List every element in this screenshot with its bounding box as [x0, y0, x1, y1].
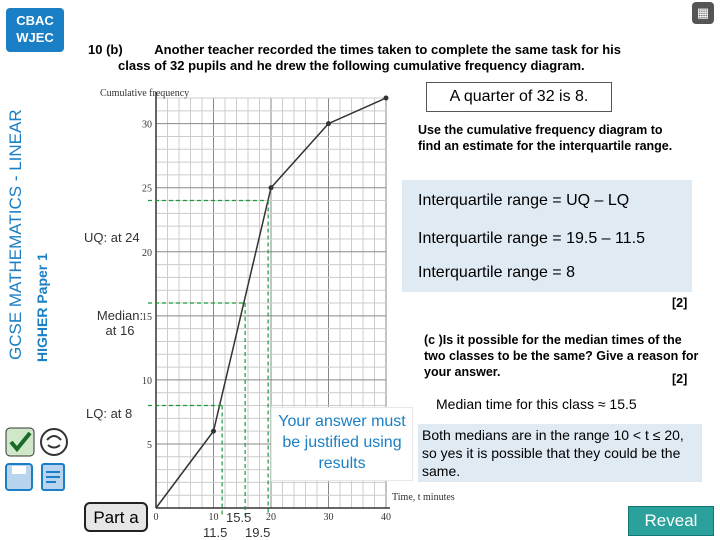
x-annotation-15-5: 15.5 [226, 510, 252, 525]
uq-label: UQ: at 24 [84, 230, 140, 245]
instruction: Use the cumulative frequency diagram to find an estimate for the interquartile range. [418, 123, 673, 153]
part-c-question: (c )Is it possible for the median times of the two classes to be the same? Give a reason for your answer. [424, 333, 699, 379]
lq-label: LQ: at 8 [86, 406, 133, 421]
x-tick-label: 20 [266, 512, 276, 523]
y-tick-label: 20 [142, 247, 152, 259]
x-tick-label: 0 [153, 512, 159, 523]
question-line2: class of 32 pupils and he drew the following cumulative frequency diagram. [118, 58, 585, 73]
justify-note: Your answer must be justified using results [272, 408, 412, 480]
y-axis-title: Cumulative frequency [100, 88, 190, 99]
x-tick-label: 40 [381, 512, 391, 523]
median-label: Median: at 16 [96, 308, 144, 338]
data-point [211, 429, 216, 434]
y-tick-label: 30 [142, 119, 152, 131]
y-tick-label: 15 [142, 311, 152, 323]
reveal-button[interactable]: Reveal [628, 506, 714, 536]
subject-label: GCSE MATHEMATICS - LINEAR [6, 109, 25, 360]
x-annotation-11-5: 11.5 [203, 525, 228, 540]
iqr-line-2: Interquartile range = 19.5 – 11.5 [418, 230, 645, 247]
mark-c: [2] [672, 372, 688, 386]
y-tick-label: 5 [147, 439, 152, 451]
answer-text: Both medians are in the range 10 < t ≤ 20, so yes it is possible that they could be the same. [418, 424, 702, 482]
data-point [384, 96, 389, 101]
y-tick-label: 10 [142, 375, 152, 387]
x-tick-label: 30 [323, 512, 334, 523]
median-time: Median time for this class ≈ 15.5 [436, 396, 637, 412]
data-point [269, 185, 274, 190]
iqr-line-3: Interquartile range = 8 [418, 264, 575, 281]
question-line1: Another teacher recorded the times taken to complete the same task for his [154, 42, 621, 57]
paper-label: HIGHER Paper 1 [34, 253, 50, 362]
y-tick-label: 25 [142, 183, 152, 195]
x-tick-label: 10 [208, 512, 219, 523]
grid-icon[interactable]: ▦ [692, 2, 714, 24]
mark-b: [2] [672, 296, 688, 310]
part-a-button[interactable]: Part a [84, 502, 148, 532]
data-point [326, 121, 331, 126]
x-axis-title: Time, t minutes [392, 492, 455, 503]
question-number: 10 (b) [88, 42, 123, 57]
x-annotation-19-5: 19.5 [245, 525, 271, 540]
logo-line1: CBAC [16, 13, 54, 28]
iqr-working [402, 180, 692, 292]
iqr-line-1: Interquartile range = UQ – LQ [418, 192, 630, 209]
quarter-note: A quarter of 32 is 8. [426, 82, 612, 112]
logo-line2: WJEC [16, 30, 54, 45]
